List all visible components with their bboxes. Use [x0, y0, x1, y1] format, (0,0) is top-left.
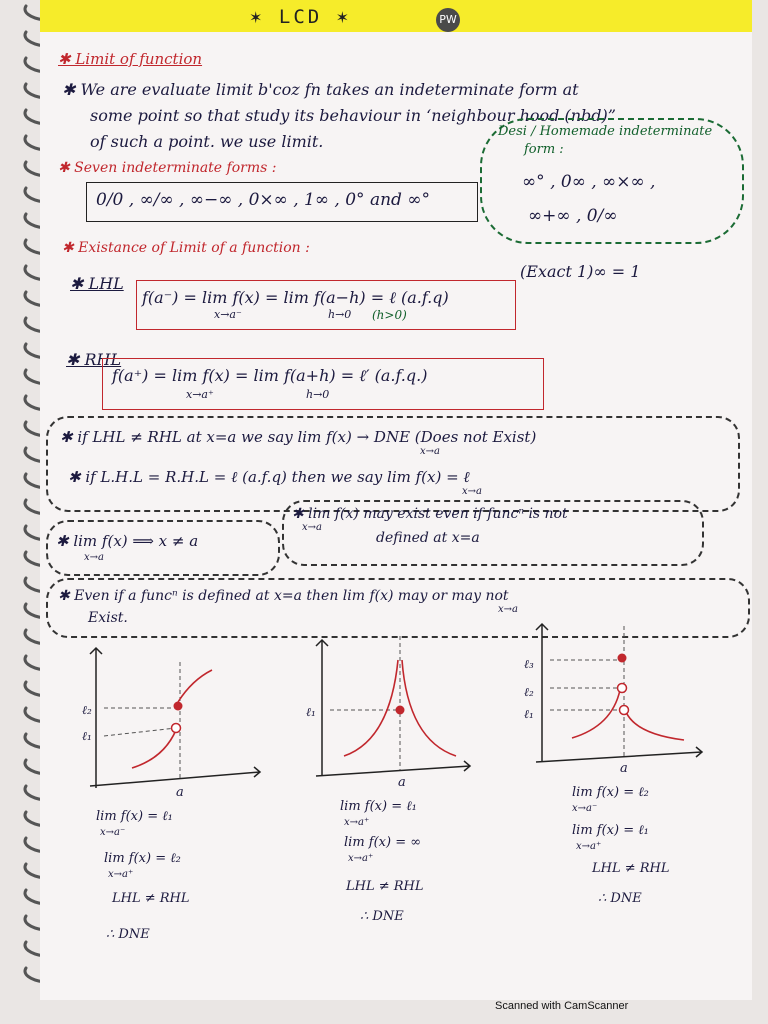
graph-3-x-axis [536, 752, 702, 762]
graph-3-open-point-upper [618, 684, 627, 693]
section-heading-limit: ✱ Limit of function [58, 50, 203, 68]
graph-3-a: a [620, 761, 628, 776]
g2-caption-4: ∴ DNE [360, 909, 404, 924]
graph-3-closed-point [618, 654, 627, 663]
graph-3-l1: ℓ₁ [524, 707, 534, 721]
graph-1-l2: ℓ₂ [82, 703, 92, 717]
note-dne-sub: x→a [420, 446, 440, 457]
graph-2-x-axis [316, 766, 470, 776]
graph-2-l1: ℓ₁ [306, 705, 316, 719]
g1-caption-2-sub: x→a⁺ [108, 869, 134, 880]
note-x-not-a-sub: x→a [84, 552, 104, 563]
graph-2-left-curve [344, 660, 398, 756]
graph-2-right-curve [402, 660, 456, 756]
graph-1-right-curve [178, 670, 212, 702]
rhl-formula: f(a⁺) = lim f(x) = lim f(a+h) = ℓ′ (a.f.q.) [112, 366, 428, 385]
note-even-if-sub: x→a [498, 604, 518, 615]
header-bar [40, 0, 752, 32]
g1-caption-1-sub: x→a⁻ [100, 827, 126, 838]
note-equal-sub: x→a [462, 486, 482, 497]
graph-infinite [300, 630, 480, 790]
g2-caption-2: lim f(x) = ∞ [344, 835, 422, 850]
g2-caption-1: lim f(x) = ℓ₁ [340, 799, 417, 814]
note-x-not-a: ✱ lim f(x) ⟹ x ≠ a [56, 532, 199, 550]
intro-line-1: ✱ We are evaluate limit b'coz fn takes an indeterminate form at [62, 80, 579, 99]
g3-caption-1-sub: x→a⁻ [572, 803, 598, 814]
graph-3-l2: ℓ₂ [524, 685, 534, 699]
graph-2-a: a [398, 775, 406, 790]
rhl-sub-2: h→0 [306, 388, 330, 401]
note-may-exist-2: defined at x=a [376, 530, 480, 546]
note-may-exist-sub: x→a [302, 522, 322, 533]
lhl-label: ✱ LHL [70, 274, 124, 293]
g3-caption-4: ∴ DNE [598, 891, 642, 906]
g3-caption-2: lim f(x) = ℓ₁ [572, 823, 649, 838]
scanner-watermark: Scanned with CamScanner [495, 1000, 629, 1012]
g2-caption-2-sub: x→a⁺ [348, 853, 374, 864]
intro-line-3: of such a point. we use limit. [90, 132, 324, 151]
graph-3-left-curve [572, 690, 620, 738]
graph-1-open-point [172, 724, 181, 733]
rhl-label: ✱ RHL [66, 350, 122, 369]
g3-caption-2-sub: x→a⁺ [576, 841, 602, 852]
note-dne: ✱ if LHL ≠ RHL at x=a we say lim f(x) → DNE (Does not Exist) [60, 428, 537, 446]
note-may-exist-1: ✱ lim f(x) may exist even if funcⁿ is not [292, 506, 568, 522]
rhl-sub-1: x→a⁺ [186, 388, 214, 401]
desi-forms-1: ∞° , 0∞ , ∞×∞ , [522, 172, 656, 192]
graph-3-open-point-lower [620, 706, 629, 715]
graph-1-closed-point [174, 702, 183, 711]
graph-1-l1: ℓ₁ [82, 729, 92, 743]
g3-caption-1: lim f(x) = ℓ₂ [572, 785, 649, 800]
g1-caption-4: ∴ DNE [106, 927, 150, 942]
note-even-if-1: ✱ Even if a funcⁿ is defined at x=a then lim f(x) may or may not [58, 588, 509, 604]
lhl-sub-2: h→0 [328, 308, 352, 321]
note-even-if-2: Exist. [88, 610, 128, 626]
intro-line-2: some point so that study its behaviour in ‘neighbour hood (nbd)” [90, 106, 616, 125]
g1-caption-3: LHL ≠ RHL [112, 891, 190, 906]
graph-2-closed-point [396, 706, 405, 715]
lhl-note: (h>0) [372, 308, 407, 322]
desi-title-2: form : [524, 142, 564, 157]
graph-jump [70, 640, 270, 800]
g1-caption-2: lim f(x) = ℓ₂ [104, 851, 181, 866]
graph-1-a: a [176, 785, 184, 800]
page-title: ✶ LCD ✶ [250, 6, 352, 28]
g1-caption-1: lim f(x) = ℓ₁ [96, 809, 173, 824]
pw-logo: PW [436, 8, 460, 32]
graph-3-right-curve [626, 712, 684, 740]
g2-caption-3: LHL ≠ RHL [346, 879, 424, 894]
desi-title: Desi / Homemade indeterminate [498, 124, 713, 139]
lhl-sub-1: x→a⁻ [214, 308, 242, 321]
indeterminate-forms: 0/0 , ∞/∞ , ∞−∞ , 0×∞ , 1∞ , 0° and ∞° [96, 190, 430, 210]
existence-heading: ✱ Existance of Limit of a function : [62, 240, 310, 256]
graph-3-l3: ℓ₃ [524, 657, 534, 671]
graph-three-values [512, 616, 712, 776]
lhl-formula: f(a⁻) = lim f(x) = lim f(a−h) = ℓ (a.f.q) [142, 288, 449, 307]
note-equal: ✱ if L.H.L = R.H.L = ℓ (a.f.q) then we say lim f(x) = ℓ [68, 468, 470, 486]
exact-one: (Exact 1)∞ = 1 [520, 262, 641, 281]
graph-1-left-curve [132, 730, 176, 768]
graph-1-x-axis [90, 772, 260, 786]
g3-caption-3: LHL ≠ RHL [592, 861, 670, 876]
desi-forms-2: ∞+∞ , 0/∞ [528, 206, 618, 226]
g2-caption-1-sub: x→a⁺ [344, 817, 370, 828]
indeterminate-heading: ✱ Seven indeterminate forms : [58, 160, 277, 176]
